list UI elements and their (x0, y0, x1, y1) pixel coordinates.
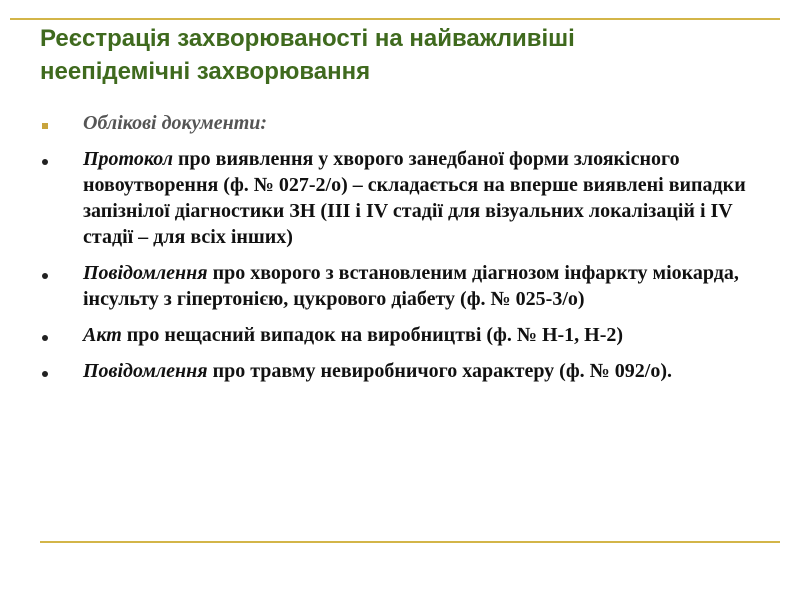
dot-bullet-icon (42, 260, 48, 286)
list-item-term: Акт (83, 324, 122, 346)
list-item-text: про травму невиробничого характеру (ф. № 092/о). (207, 360, 672, 382)
slide-title-line-2: неепідемічні захворювання (40, 58, 371, 85)
square-bullet-icon (42, 110, 48, 136)
list-item (40, 260, 760, 312)
list-header-item (40, 110, 760, 136)
list-item (40, 146, 760, 250)
dot-bullet-icon (42, 358, 48, 384)
list-item-text: про нещасний випадок на виробництві (ф. № Н-1, Н-2) (121, 324, 624, 346)
slide-title-line-1: Реєстрація захворюваності на найважливіші (40, 25, 575, 52)
list-header-text: Облікові документи: (83, 112, 268, 134)
list-item-text: про виявлення у хворого занедбаної форми злоякісного новоутворення (ф. № 027-2/о) – складається на вперше виявлені випадки запізнілої діагностики ЗН (ІІІ і IV стадії для візуальних локалізацій і IV стадії – для всіх інших) (83, 148, 746, 248)
list-item-text: про хворого з встановленим діагнозом інфаркту міокарда, інсульту з гіпертонією, цукрового діабету (ф. № 025-3/о) (83, 262, 739, 310)
dot-bullet-icon (42, 322, 48, 348)
list-item-term: Протокол (83, 148, 173, 170)
list-item-term: Повідомлення (83, 360, 208, 382)
bottom-divider (40, 541, 780, 543)
dot-bullet-icon (42, 146, 48, 172)
list-item-term: Повідомлення (83, 262, 208, 284)
top-divider (10, 18, 780, 20)
slide-title (40, 22, 780, 88)
list-item (40, 358, 760, 384)
document-list (40, 110, 760, 394)
list-item (40, 322, 760, 348)
